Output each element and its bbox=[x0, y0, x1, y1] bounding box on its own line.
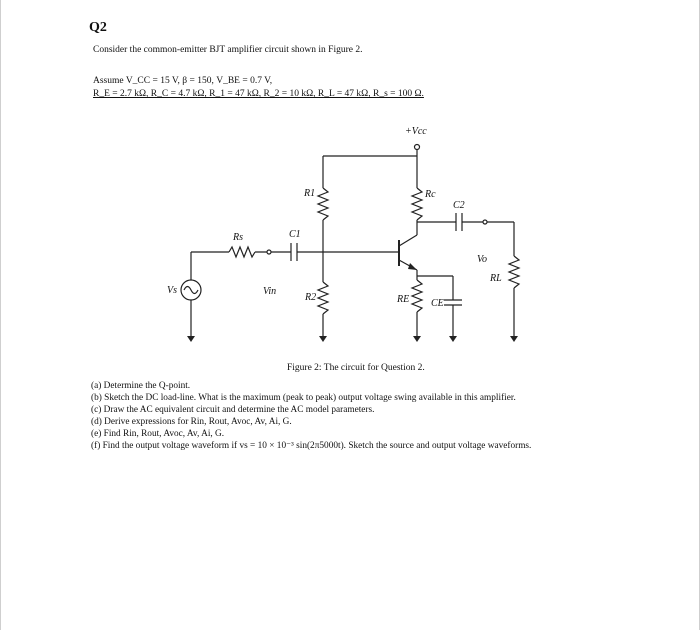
r2-label: R2 bbox=[305, 292, 317, 303]
r1-label: R1 bbox=[304, 188, 316, 199]
sine-icon bbox=[184, 287, 198, 294]
question-d: (d) Derive expressions for Rin, Rout, Avoc, Av, Ai, G. bbox=[91, 417, 292, 427]
rl-label: RL bbox=[490, 273, 502, 284]
question-title: Q2 bbox=[89, 20, 107, 35]
re-resistor bbox=[412, 280, 422, 312]
c1-label: C1 bbox=[289, 229, 301, 240]
rs-label: Rs bbox=[233, 232, 243, 243]
vs-label: Vs bbox=[167, 285, 177, 296]
rc-label: Rc bbox=[425, 189, 436, 200]
c2-label: C2 bbox=[453, 200, 465, 211]
vcc-label: +Vcc bbox=[405, 126, 427, 137]
question-a: (a) Determine the Q-point. bbox=[91, 381, 191, 391]
question-e: (e) Find Rin, Rout, Avoc, Av, Ai, G. bbox=[91, 429, 225, 439]
r2-resistor bbox=[318, 282, 328, 314]
rl-resistor bbox=[509, 256, 519, 288]
rs-resistor bbox=[229, 247, 255, 257]
question-f: (f) Find the output voltage waveform if vs = 10 × 10⁻³ sin(2π5000t). Sketch the source and output voltage waveforms. bbox=[91, 441, 532, 451]
vo-label: Vo bbox=[477, 254, 487, 265]
re-label: RE bbox=[397, 294, 410, 305]
r1-resistor bbox=[318, 188, 328, 220]
rc-resistor bbox=[412, 188, 422, 220]
ce-label: CE bbox=[431, 298, 444, 309]
given-values-line-1: Assume V_CC = 15 V, β = 150, V_BE = 0.7 V, bbox=[93, 76, 273, 86]
vin-label: Vin bbox=[263, 286, 277, 297]
question-c: (c) Draw the AC equivalent circuit and determine the AC model parameters. bbox=[91, 405, 375, 415]
question-b: (b) Sketch the DC load-line. What is the maximum (peak to peak) output voltage swing available in this amplifier. bbox=[91, 393, 516, 403]
ground-symbols bbox=[187, 336, 518, 342]
given-values-line-2: R_E = 2.7 kΩ, R_C = 4.7 kΩ, R_1 = 47 kΩ, R_2 = 10 kΩ, R_L = 47 kΩ, R_s = 100 Ω. bbox=[93, 89, 424, 99]
intro-text: Consider the common-emitter BJT amplifier circuit shown in Figure 2. bbox=[93, 45, 363, 55]
circuit-diagram bbox=[1, 0, 700, 630]
question-list bbox=[91, 380, 596, 452]
figure-caption: Figure 2: The circuit for Question 2. bbox=[287, 363, 425, 373]
vcc-terminal bbox=[415, 145, 420, 150]
